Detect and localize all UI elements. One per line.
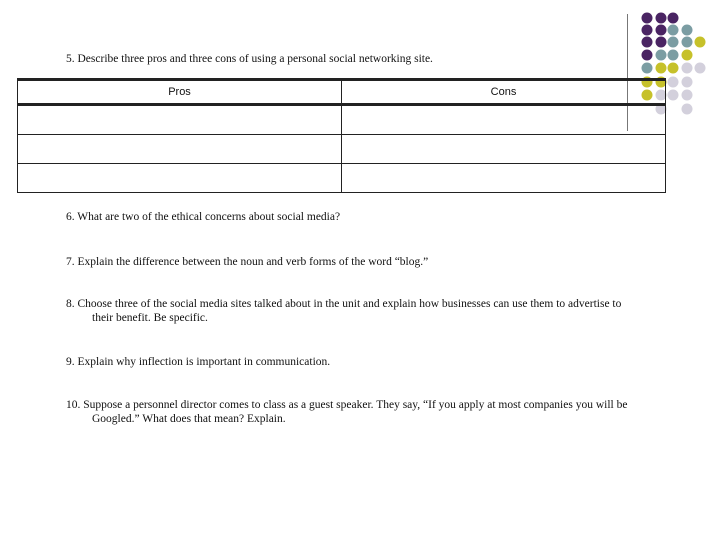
pros-cell[interactable] <box>18 164 342 193</box>
decorative-dot <box>682 37 693 48</box>
pros-header: Pros <box>18 80 342 105</box>
decorative-dot <box>668 77 679 88</box>
decorative-dot <box>656 37 667 48</box>
decorative-dot <box>656 63 667 74</box>
cons-header: Cons <box>342 80 666 105</box>
question-9: 9. Explain why inflection is important in communication. <box>66 356 331 368</box>
pros-cell[interactable] <box>18 105 342 135</box>
table-row <box>18 135 666 164</box>
pros-cons-table <box>17 78 666 193</box>
decorative-dot <box>682 25 693 36</box>
decorative-dot <box>642 37 653 48</box>
decorative-dot <box>656 13 667 24</box>
question-7: 7. Explain the difference between the noun and verb forms of the word “blog.” <box>66 256 429 268</box>
decorative-dot <box>695 37 706 48</box>
decorative-dot <box>668 13 679 24</box>
question-6: 6. What are two of the ethical concerns about social media? <box>66 211 341 223</box>
decorative-dot <box>668 63 679 74</box>
cons-cell[interactable] <box>342 105 666 135</box>
decorative-dot <box>642 13 653 24</box>
question-5: 5. Describe three pros and three cons of using a personal social networking site. <box>66 53 433 65</box>
table-row <box>18 164 666 193</box>
decorative-dot <box>668 90 679 101</box>
question-10-line-2: Googled.” What does that mean? Explain. <box>92 413 286 425</box>
decorative-dot <box>682 90 693 101</box>
question-8 <box>66 297 666 325</box>
cons-cell[interactable] <box>342 164 666 193</box>
pros-cell[interactable] <box>18 135 342 164</box>
decorative-dot <box>682 50 693 61</box>
question-10 <box>66 398 666 426</box>
decorative-dot <box>668 50 679 61</box>
question-8-line-1: 8. Choose three of the social media sites talked about in the unit and explain how businesses can use them to advertise to <box>66 298 622 310</box>
decorative-dot <box>656 25 667 36</box>
decorative-dot <box>682 77 693 88</box>
decorative-dot <box>668 37 679 48</box>
decorative-dot <box>656 50 667 61</box>
question-10-line-1: 10. Suppose a personnel director comes to class as a guest speaker. They say, “If you apply at most companies you will be <box>66 399 628 411</box>
cons-cell[interactable] <box>342 135 666 164</box>
question-8-line-2: their benefit. Be specific. <box>92 312 208 324</box>
decorative-dot <box>668 25 679 36</box>
table-row <box>18 105 666 135</box>
decorative-dot <box>682 63 693 74</box>
decorative-dot <box>642 25 653 36</box>
decorative-dot <box>695 63 706 74</box>
decorative-dot <box>642 50 653 61</box>
decorative-dot <box>642 63 653 74</box>
decorative-dot <box>682 104 693 115</box>
